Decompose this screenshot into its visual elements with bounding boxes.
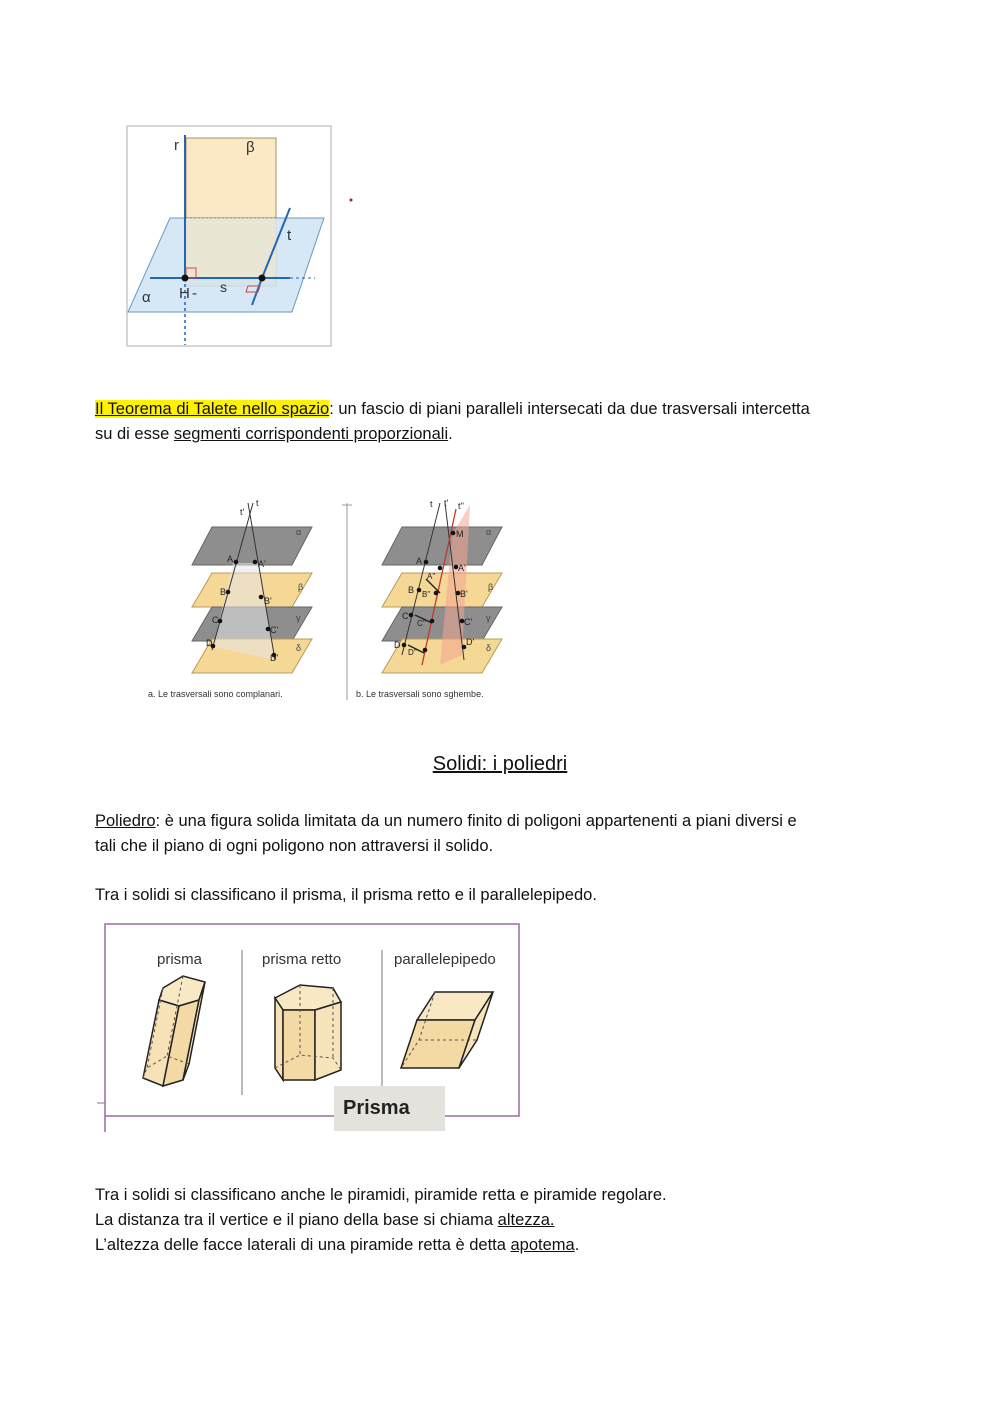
altezza-term: altezza. <box>497 1211 555 1229</box>
label-alpha: α <box>142 289 151 306</box>
svg-text:A'': A'' <box>427 572 436 581</box>
svg-text:C: C <box>402 611 409 621</box>
svg-text:M: M <box>456 529 464 539</box>
svg-text:A': A' <box>258 559 266 569</box>
svg-text:A: A <box>416 556 423 566</box>
svg-text:t'': t'' <box>458 501 464 511</box>
talete-paragraph: Il Teorema di Talete nello spazio: un fascio di piani paralleli intersecati da due trasversali intercetta su di esse segmenti corrispondenti proporzionali. <box>95 400 810 443</box>
svg-text:t: t <box>430 499 433 509</box>
talete-term: Il Teorema di Talete nello spazio <box>95 400 330 418</box>
prism-right <box>275 985 341 1080</box>
svg-text:δ: δ <box>486 643 492 653</box>
classify-paragraph-1: Tra i solidi si classificano il prisma, il prisma retto e il parallelepipedo. <box>95 886 597 904</box>
svg-text:t': t' <box>240 507 245 517</box>
figure-talete-space <box>140 495 520 710</box>
svg-text:D: D <box>206 638 213 648</box>
svg-text:γ: γ <box>296 613 301 623</box>
classify-paragraph-2: Tra i solidi si classificano anche le piramidi, piramide retta e piramide regolare. <box>95 1186 667 1204</box>
figure-talete-caption-b: b. Le trasversali sono sghembe. <box>356 689 484 699</box>
figure-talete-left <box>148 498 312 699</box>
svg-text:t': t' <box>444 498 449 508</box>
svg-text:D': D' <box>270 653 279 663</box>
figure-talete-caption-a: a. Le trasversali sono complanari. <box>148 689 283 699</box>
poliedro-paragraph: Poliedro: è una figura solida limitata da un numero finito di poligoni appartenenti a piani diversi e tali che il piano di ogni poligono non attraversi il solido. <box>95 812 797 855</box>
svg-text:α: α <box>296 527 302 537</box>
figure-prisms <box>95 920 525 1135</box>
figure-talete-right <box>356 498 502 699</box>
svg-text:D'': D'' <box>408 648 417 657</box>
poliedro-term: Poliedro <box>95 812 156 830</box>
svg-text:D: D <box>394 640 401 650</box>
altezza-line: La distanza tra il vertice e il piano della base si chiama altezza. <box>95 1211 555 1229</box>
svg-text:C'': C'' <box>417 619 426 628</box>
final-paragraph <box>95 1183 915 1258</box>
label-prisma: prisma <box>157 951 203 968</box>
label-r: r <box>174 137 179 154</box>
svg-text:A': A' <box>458 563 466 573</box>
svg-text:B: B <box>220 587 227 597</box>
label-s: s <box>220 279 227 295</box>
svg-text:γ: γ <box>486 613 491 623</box>
svg-text:B': B' <box>264 596 272 606</box>
svg-text:C': C' <box>270 625 279 635</box>
svg-text:D': D' <box>466 637 475 647</box>
svg-text:δ: δ <box>296 643 302 653</box>
svg-text:B'': B'' <box>422 590 431 599</box>
label-prisma-retto: prisma retto <box>262 951 342 968</box>
svg-text:-: - <box>192 285 197 302</box>
svg-text:C': C' <box>464 617 473 627</box>
svg-text:B': B' <box>460 589 468 599</box>
figure-perpendicular-plane <box>100 120 360 355</box>
label-H: H <box>179 285 190 302</box>
svg-text:t: t <box>256 498 259 508</box>
prisma-badge: Prisma <box>343 1097 410 1119</box>
svg-text:β: β <box>298 582 304 592</box>
label-parallelepipedo: parallelepipedo <box>394 951 496 968</box>
svg-text:α: α <box>486 527 492 537</box>
label-t: t <box>287 227 292 244</box>
svg-text:C: C <box>212 615 219 625</box>
apotema-line: L’altezza delle facce laterali di una piramide retta è detta apotema. <box>95 1236 580 1254</box>
svg-text:B: B <box>408 585 415 595</box>
svg-text:β: β <box>488 582 494 592</box>
section-title: Solidi: i poliedri <box>432 753 568 775</box>
talete-term2: segmenti corrispondenti proporzionali <box>173 425 449 443</box>
apotema-term: apotema <box>510 1236 575 1254</box>
label-beta: β <box>246 139 255 156</box>
svg-text:A: A <box>227 554 234 564</box>
